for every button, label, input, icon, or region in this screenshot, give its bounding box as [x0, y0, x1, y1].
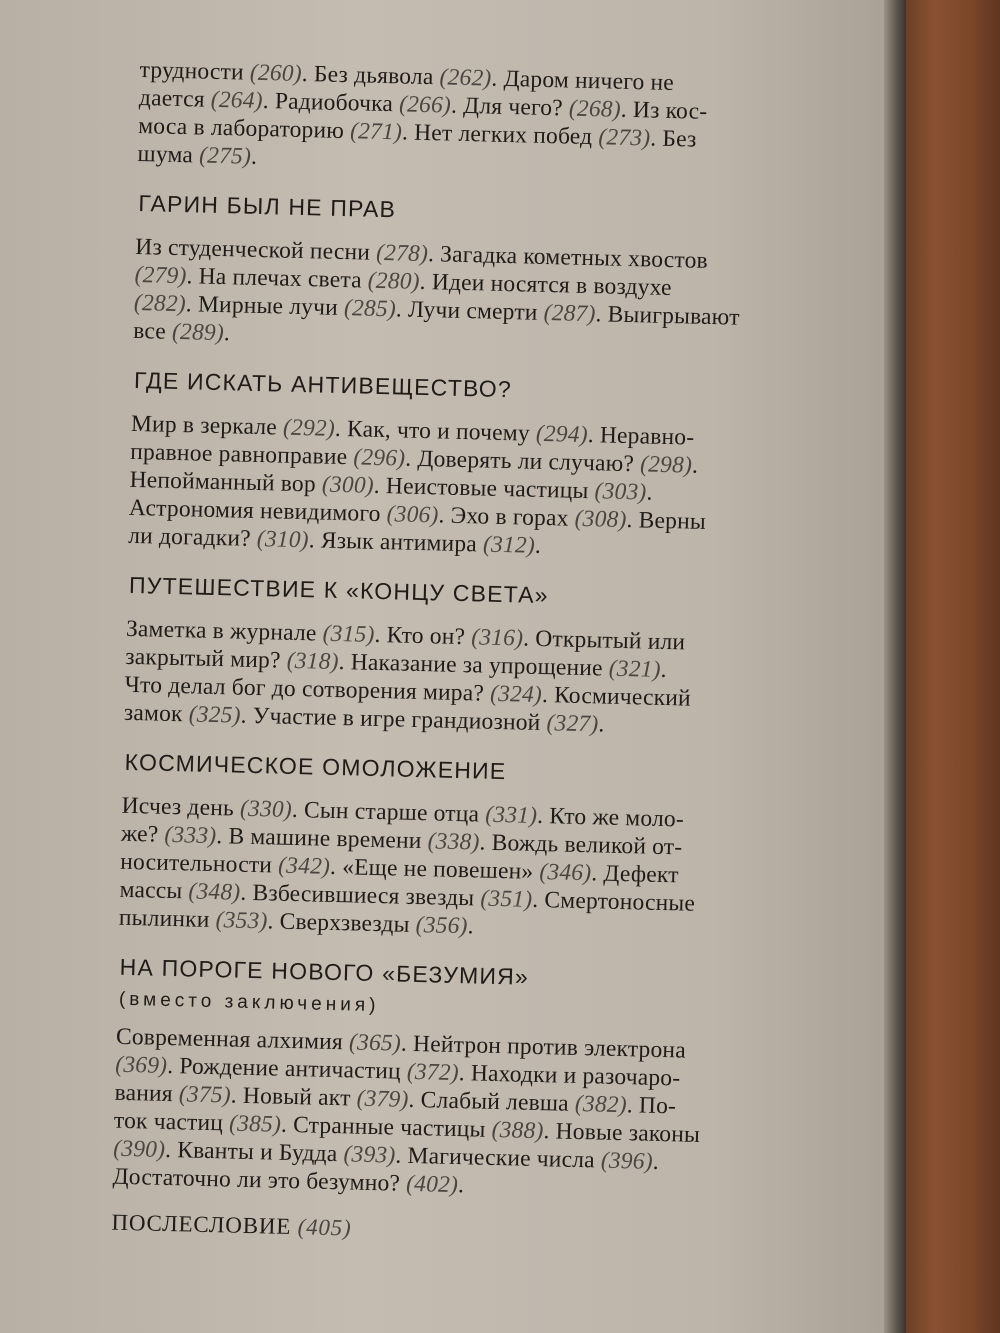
page-number: (298) — [639, 451, 693, 479]
page-number: (289) — [171, 318, 225, 347]
page-number: (275) — [198, 142, 252, 170]
page-number: (348) — [188, 878, 241, 906]
section-garin — [133, 190, 877, 363]
section-heading: ГАРИН БЫЛ НЕ ПРАВ — [138, 190, 397, 223]
page-number: (303) — [594, 478, 647, 506]
section-text — [112, 1023, 856, 1209]
intro-paragraph — [137, 56, 880, 186]
book-cover-edge — [906, 0, 1000, 1333]
text-line: вания (375). Новый акт (379). Слабый левша (382). По- — [114, 1079, 677, 1120]
page-number: (296) — [353, 444, 406, 472]
text-line: Из студенческой песни (278). Загадка кометных хвостов — [135, 233, 709, 274]
page-number: (315) — [322, 620, 375, 648]
page-number: (330) — [239, 795, 293, 823]
text-line: (279). На плечах света (280). Идеи носятся в воздухе — [134, 261, 672, 302]
table-of-contents — [111, 56, 880, 1255]
page-number: (294) — [535, 420, 589, 449]
section-subheading: (вместо заключения) — [118, 988, 380, 1017]
page-edge — [884, 0, 906, 1333]
page-number: (278) — [375, 239, 429, 268]
page-number: (264) — [210, 86, 264, 115]
page-number: (396) — [600, 1147, 654, 1175]
text-line: Заметка в журнале (315). Кто он? (316). Открытый или — [125, 615, 686, 656]
page-number: (356) — [415, 911, 468, 940]
text-line: дается (264). Радиобочка (266). Для чего? (268). Из кос- — [138, 84, 708, 125]
text-line: Астрономия невидимого (306). Эхо в горах (308). Верны — [128, 494, 707, 535]
page-number: (338) — [427, 828, 480, 856]
text-line: Современная алхимия (365). Нейтрон против электрона — [115, 1023, 687, 1064]
page-number: (375) — [178, 1081, 232, 1109]
text-line: замок (325). Участие в игре грандиозной (327). — [123, 699, 605, 738]
page-number: (327) — [546, 710, 599, 738]
page-number: (402) — [405, 1170, 459, 1199]
page-number: (300) — [321, 471, 375, 499]
page-number: (382) — [574, 1090, 628, 1119]
text-line: же? (333). В машине времени (338). Вождь великой от- — [120, 820, 683, 861]
page-number: (385) — [228, 1110, 282, 1138]
page-number: (342) — [277, 852, 331, 880]
text-line: все (289). — [132, 317, 231, 347]
text-line: пылинки (353). Сверхзвезды (356). — [118, 904, 475, 940]
page-number: (333) — [164, 821, 217, 850]
text-line: носительности (342). «Еще не повешен» (346). Дефект — [119, 848, 680, 889]
page-number: (365) — [348, 1029, 402, 1057]
page-number: (312) — [482, 531, 536, 559]
page-number: (310) — [256, 526, 310, 554]
afterword-entry: ПОСЛЕСЛОВИЕ (405) — [111, 1209, 352, 1241]
section-text — [128, 410, 871, 568]
page-number: (268) — [568, 95, 622, 123]
page-number: (390) — [112, 1135, 166, 1163]
text-line: Достаточно ли это безумно? (402). — [112, 1163, 465, 1199]
section-text — [133, 233, 876, 363]
text-line: моса в лабораторию (271). Нет легких побед (273). Без — [137, 112, 697, 153]
text-line: (282). Мирные лучи (285). Лучи смерти (287). Выигрывают — [133, 289, 740, 331]
page-number: (282) — [133, 289, 187, 318]
text-line: (369). Рождение античастиц (372). Находки и разочаро- — [115, 1051, 681, 1092]
page-number: (369) — [115, 1051, 168, 1079]
section-text — [124, 615, 867, 745]
page-number: (271) — [349, 118, 403, 146]
section-antimatter — [128, 367, 872, 568]
page-number: (372) — [406, 1058, 460, 1087]
section-madness — [112, 954, 858, 1209]
section-heading: КОСМИЧЕСКОЕ ОМОЛОЖЕНИЕ — [124, 748, 507, 785]
page-number: (280) — [367, 267, 421, 295]
page-number: (321) — [608, 655, 661, 683]
text-line: правное равноправие (296). Доверять ли случаю? (298). — [130, 438, 699, 479]
section-rejuvenation — [119, 749, 863, 950]
text-line: шума (275). — [137, 140, 258, 170]
page-number: (273) — [598, 124, 651, 152]
page-number: (388) — [491, 1116, 544, 1145]
page-number: (262) — [439, 64, 492, 92]
page-number: (405) — [297, 1214, 352, 1241]
page-number: (266) — [398, 91, 452, 119]
page-number: (318) — [286, 647, 339, 676]
section-heading: ПУТЕШЕСТВИЕ К «КОНЦУ СВЕТА» — [128, 571, 550, 609]
page-number: (306) — [386, 501, 439, 529]
page-number: (287) — [543, 299, 596, 328]
page-number: (331) — [484, 801, 538, 829]
page-number: (316) — [470, 624, 524, 652]
text-line: закрытый мир? (318). Наказание за упрощение (321). — [124, 643, 668, 684]
page-number: (346) — [539, 859, 592, 887]
page-number: (260) — [249, 59, 303, 87]
page-number: (325) — [188, 701, 241, 729]
text-line: Что делал бог до сотворения мира? (324). Космический — [124, 671, 692, 712]
text-line: Исчез день (330). Сын старше отца (331). Кто же моло- — [121, 792, 685, 833]
section-heading: ГДЕ ИСКАТЬ АНТИВЕЩЕСТВО? — [133, 366, 513, 403]
page-number: (279) — [134, 261, 187, 290]
text-line: Непойманный вор (300). Неистовые частицы (303). — [129, 466, 653, 506]
text-line: массы (348). Взбесившиеся звезды (351). Смертоносные — [119, 876, 696, 917]
section-end-of-world — [124, 572, 868, 745]
section-heading: НА ПОРОГЕ НОВОГО «БЕЗУМИЯ» — [119, 953, 530, 990]
text-line: Мир в зеркале (292). Как, что и почему (294). Неравно- — [130, 410, 695, 451]
page-number: (379) — [356, 1085, 409, 1113]
page-number: (324) — [489, 680, 543, 709]
text-line: (390). Кванты и Будда (393). Магические числа (396). — [112, 1135, 660, 1176]
page-number: (308) — [574, 505, 627, 534]
page-number: (393) — [343, 1141, 396, 1169]
text-line: ли догадки? (310). Язык антимира (312). — [127, 522, 542, 559]
page-number: (351) — [480, 885, 533, 913]
text-line: трудности (260). Без дьявола (262). Даром ничего не — [139, 56, 675, 97]
page-number: (353) — [215, 907, 268, 935]
text-line: ток частиц (385). Странные частицы (388). Новые законы — [113, 1107, 701, 1148]
page-number: (292) — [282, 414, 336, 442]
section-text — [119, 792, 862, 950]
page-number: (285) — [343, 295, 397, 323]
